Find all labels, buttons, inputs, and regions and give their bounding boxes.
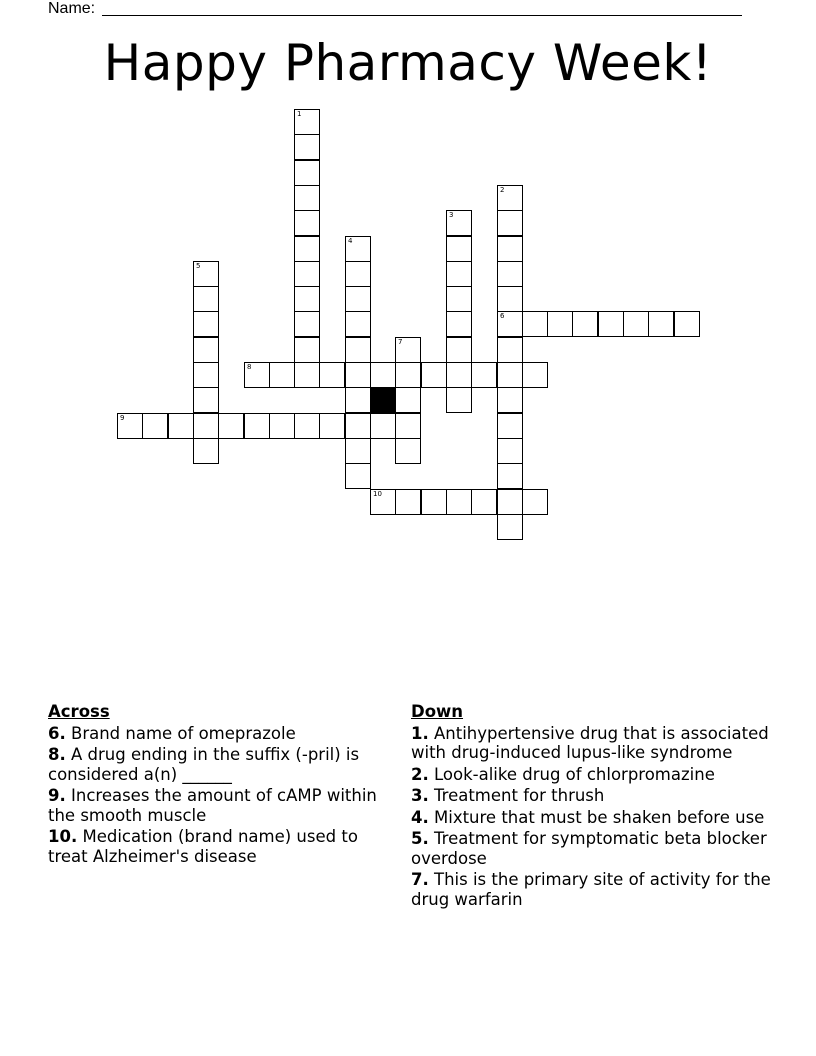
grid-cell[interactable] bbox=[294, 286, 320, 312]
grid-cell[interactable] bbox=[497, 438, 523, 464]
grid-cell[interactable] bbox=[497, 362, 523, 388]
grid-cell[interactable] bbox=[294, 185, 320, 211]
clue-down bbox=[411, 765, 781, 785]
grid-cell[interactable] bbox=[370, 489, 396, 515]
grid-cell[interactable] bbox=[294, 413, 320, 439]
clue-number: 8. bbox=[48, 745, 66, 764]
grid-cell[interactable] bbox=[193, 261, 219, 287]
grid-cell[interactable] bbox=[345, 286, 371, 312]
grid-cell[interactable] bbox=[193, 362, 219, 388]
grid-cell[interactable] bbox=[497, 185, 523, 211]
clue-text: Increases the amount of cAMP within the smooth muscle bbox=[48, 786, 377, 825]
grid-cell[interactable] bbox=[294, 210, 320, 236]
grid-cell[interactable] bbox=[244, 413, 270, 439]
grid-cell[interactable] bbox=[345, 337, 371, 363]
grid-cell[interactable] bbox=[345, 413, 371, 439]
grid-cell[interactable] bbox=[395, 387, 421, 413]
grid-cell[interactable] bbox=[497, 489, 523, 515]
grid-cell[interactable] bbox=[370, 413, 396, 439]
grid-cell[interactable] bbox=[421, 489, 447, 515]
grid-cell[interactable] bbox=[648, 311, 674, 337]
clue-text: A drug ending in the suffix (-pril) is considered a(n) ______ bbox=[48, 745, 360, 784]
grid-cell[interactable] bbox=[319, 362, 345, 388]
clue-text: Treatment for thrush bbox=[434, 786, 605, 805]
clue-across bbox=[48, 827, 388, 866]
grid-cell[interactable] bbox=[623, 311, 649, 337]
clue-number: 5. bbox=[411, 829, 429, 848]
clue-number: 9. bbox=[48, 786, 66, 805]
grid-cell[interactable] bbox=[294, 362, 320, 388]
cell-number: 1 bbox=[297, 110, 302, 118]
grid-cell[interactable] bbox=[345, 463, 371, 489]
grid-cell[interactable] bbox=[497, 413, 523, 439]
grid-cell[interactable] bbox=[497, 387, 523, 413]
across-clues bbox=[48, 702, 388, 868]
clue-text: Antihypertensive drug that is associated with drug-induced lupus-like syndrome bbox=[411, 723, 769, 762]
grid-cell[interactable] bbox=[497, 236, 523, 262]
clue-text: This is the primary site of activity for the drug warfarin bbox=[411, 870, 771, 909]
cell-number: 3 bbox=[449, 211, 454, 219]
grid-cell[interactable] bbox=[294, 337, 320, 363]
clue-number: 4. bbox=[411, 807, 429, 827]
grid-cell[interactable] bbox=[497, 311, 523, 337]
grid-cell[interactable] bbox=[193, 413, 219, 439]
grid-cell[interactable] bbox=[345, 261, 371, 287]
grid-cell[interactable] bbox=[471, 362, 497, 388]
grid-cell[interactable] bbox=[497, 286, 523, 312]
clue-text: Mixture that must be shaken before use bbox=[434, 807, 765, 827]
grid-cell[interactable] bbox=[547, 311, 573, 337]
grid-cell[interactable] bbox=[142, 413, 168, 439]
grid-cell[interactable] bbox=[294, 261, 320, 287]
grid-cell[interactable] bbox=[294, 134, 320, 160]
cell-number: 2 bbox=[500, 186, 505, 194]
grid-cell[interactable] bbox=[446, 236, 472, 262]
grid-cell[interactable] bbox=[522, 311, 548, 337]
grid-cell[interactable] bbox=[522, 489, 548, 515]
grid-cell[interactable] bbox=[395, 337, 421, 363]
grid-cell[interactable] bbox=[294, 311, 320, 337]
grid-cell[interactable] bbox=[395, 413, 421, 439]
grid-cell[interactable] bbox=[345, 438, 371, 464]
grid-cell[interactable] bbox=[572, 311, 598, 337]
grid-cell[interactable] bbox=[370, 362, 396, 388]
grid-cell[interactable] bbox=[193, 311, 219, 337]
grid-cell[interactable] bbox=[446, 311, 472, 337]
clue-number: 6. bbox=[48, 723, 66, 743]
grid-cell[interactable] bbox=[446, 387, 472, 413]
clue-across bbox=[48, 745, 388, 784]
cell-number: 5 bbox=[196, 262, 201, 270]
cell-number: 8 bbox=[247, 363, 252, 371]
down-heading: Down bbox=[411, 702, 464, 721]
grid-cell[interactable] bbox=[193, 387, 219, 413]
cell-number: 6 bbox=[500, 312, 505, 320]
clue-across bbox=[48, 786, 388, 825]
grid-cell[interactable] bbox=[218, 413, 244, 439]
grid-cell[interactable] bbox=[395, 489, 421, 515]
grid-cell[interactable] bbox=[446, 210, 472, 236]
grid-cell[interactable] bbox=[269, 362, 295, 388]
grid-cell[interactable] bbox=[345, 236, 371, 262]
clue-down bbox=[411, 786, 781, 806]
grid-cell[interactable] bbox=[395, 362, 421, 388]
clue-text: Look-alike drug of chlorpromazine bbox=[434, 764, 715, 784]
grid-cell[interactable] bbox=[294, 109, 320, 135]
grid-cell[interactable] bbox=[294, 236, 320, 262]
clue-text: Treatment for symptomatic beta blocker overdose bbox=[411, 829, 767, 868]
clue-down bbox=[411, 829, 781, 868]
name-label: Name: bbox=[48, 0, 96, 17]
clue-number: 1. bbox=[411, 723, 429, 743]
grid-cell[interactable] bbox=[497, 514, 523, 540]
grid-cell[interactable] bbox=[193, 337, 219, 363]
cell-number: 10 bbox=[373, 490, 382, 498]
grid-cell[interactable] bbox=[446, 337, 472, 363]
grid-cell[interactable] bbox=[421, 362, 447, 388]
grid-cell[interactable] bbox=[244, 362, 270, 388]
grid-cell[interactable] bbox=[345, 387, 371, 413]
clue-number: 10. bbox=[48, 827, 78, 846]
across-heading: Across bbox=[48, 702, 110, 721]
grid-cell[interactable] bbox=[446, 489, 472, 515]
grid-cell[interactable] bbox=[674, 311, 700, 337]
grid-cell[interactable] bbox=[117, 413, 143, 439]
grid-cell[interactable] bbox=[319, 413, 345, 439]
grid-cell[interactable] bbox=[522, 362, 548, 388]
grid-cell[interactable] bbox=[497, 261, 523, 287]
clue-text: Brand name of omeprazole bbox=[71, 723, 296, 743]
grid-cell[interactable] bbox=[269, 413, 295, 439]
clue-number: 7. bbox=[411, 870, 429, 889]
cell-number: 4 bbox=[348, 237, 353, 245]
grid-cell[interactable] bbox=[345, 362, 371, 388]
grid-cell[interactable] bbox=[471, 489, 497, 515]
grid-block bbox=[370, 387, 396, 413]
page-title: Happy Pharmacy Week! bbox=[103, 34, 713, 92]
clue-number: 2. bbox=[411, 764, 429, 784]
grid-cell[interactable] bbox=[598, 311, 624, 337]
cell-number: 9 bbox=[120, 414, 125, 422]
down-clues bbox=[411, 702, 781, 911]
grid-cell[interactable] bbox=[497, 463, 523, 489]
clue-number: 3. bbox=[411, 786, 429, 805]
clue-down bbox=[411, 808, 781, 828]
grid-cell[interactable] bbox=[497, 337, 523, 363]
clue-down bbox=[411, 870, 781, 909]
grid-cell[interactable] bbox=[193, 438, 219, 464]
grid-cell[interactable] bbox=[446, 261, 472, 287]
grid-cell[interactable] bbox=[294, 160, 320, 186]
grid-cell[interactable] bbox=[446, 286, 472, 312]
grid-cell[interactable] bbox=[193, 286, 219, 312]
grid-cell[interactable] bbox=[395, 438, 421, 464]
clue-text: Medication (brand name) used to treat Alzheimer's disease bbox=[48, 827, 358, 866]
clue-across bbox=[48, 724, 388, 744]
grid-cell[interactable] bbox=[168, 413, 194, 439]
grid-cell[interactable] bbox=[446, 362, 472, 388]
cell-number: 7 bbox=[398, 338, 403, 346]
grid-cell[interactable] bbox=[345, 311, 371, 337]
grid-cell[interactable] bbox=[497, 210, 523, 236]
clue-down bbox=[411, 724, 781, 763]
